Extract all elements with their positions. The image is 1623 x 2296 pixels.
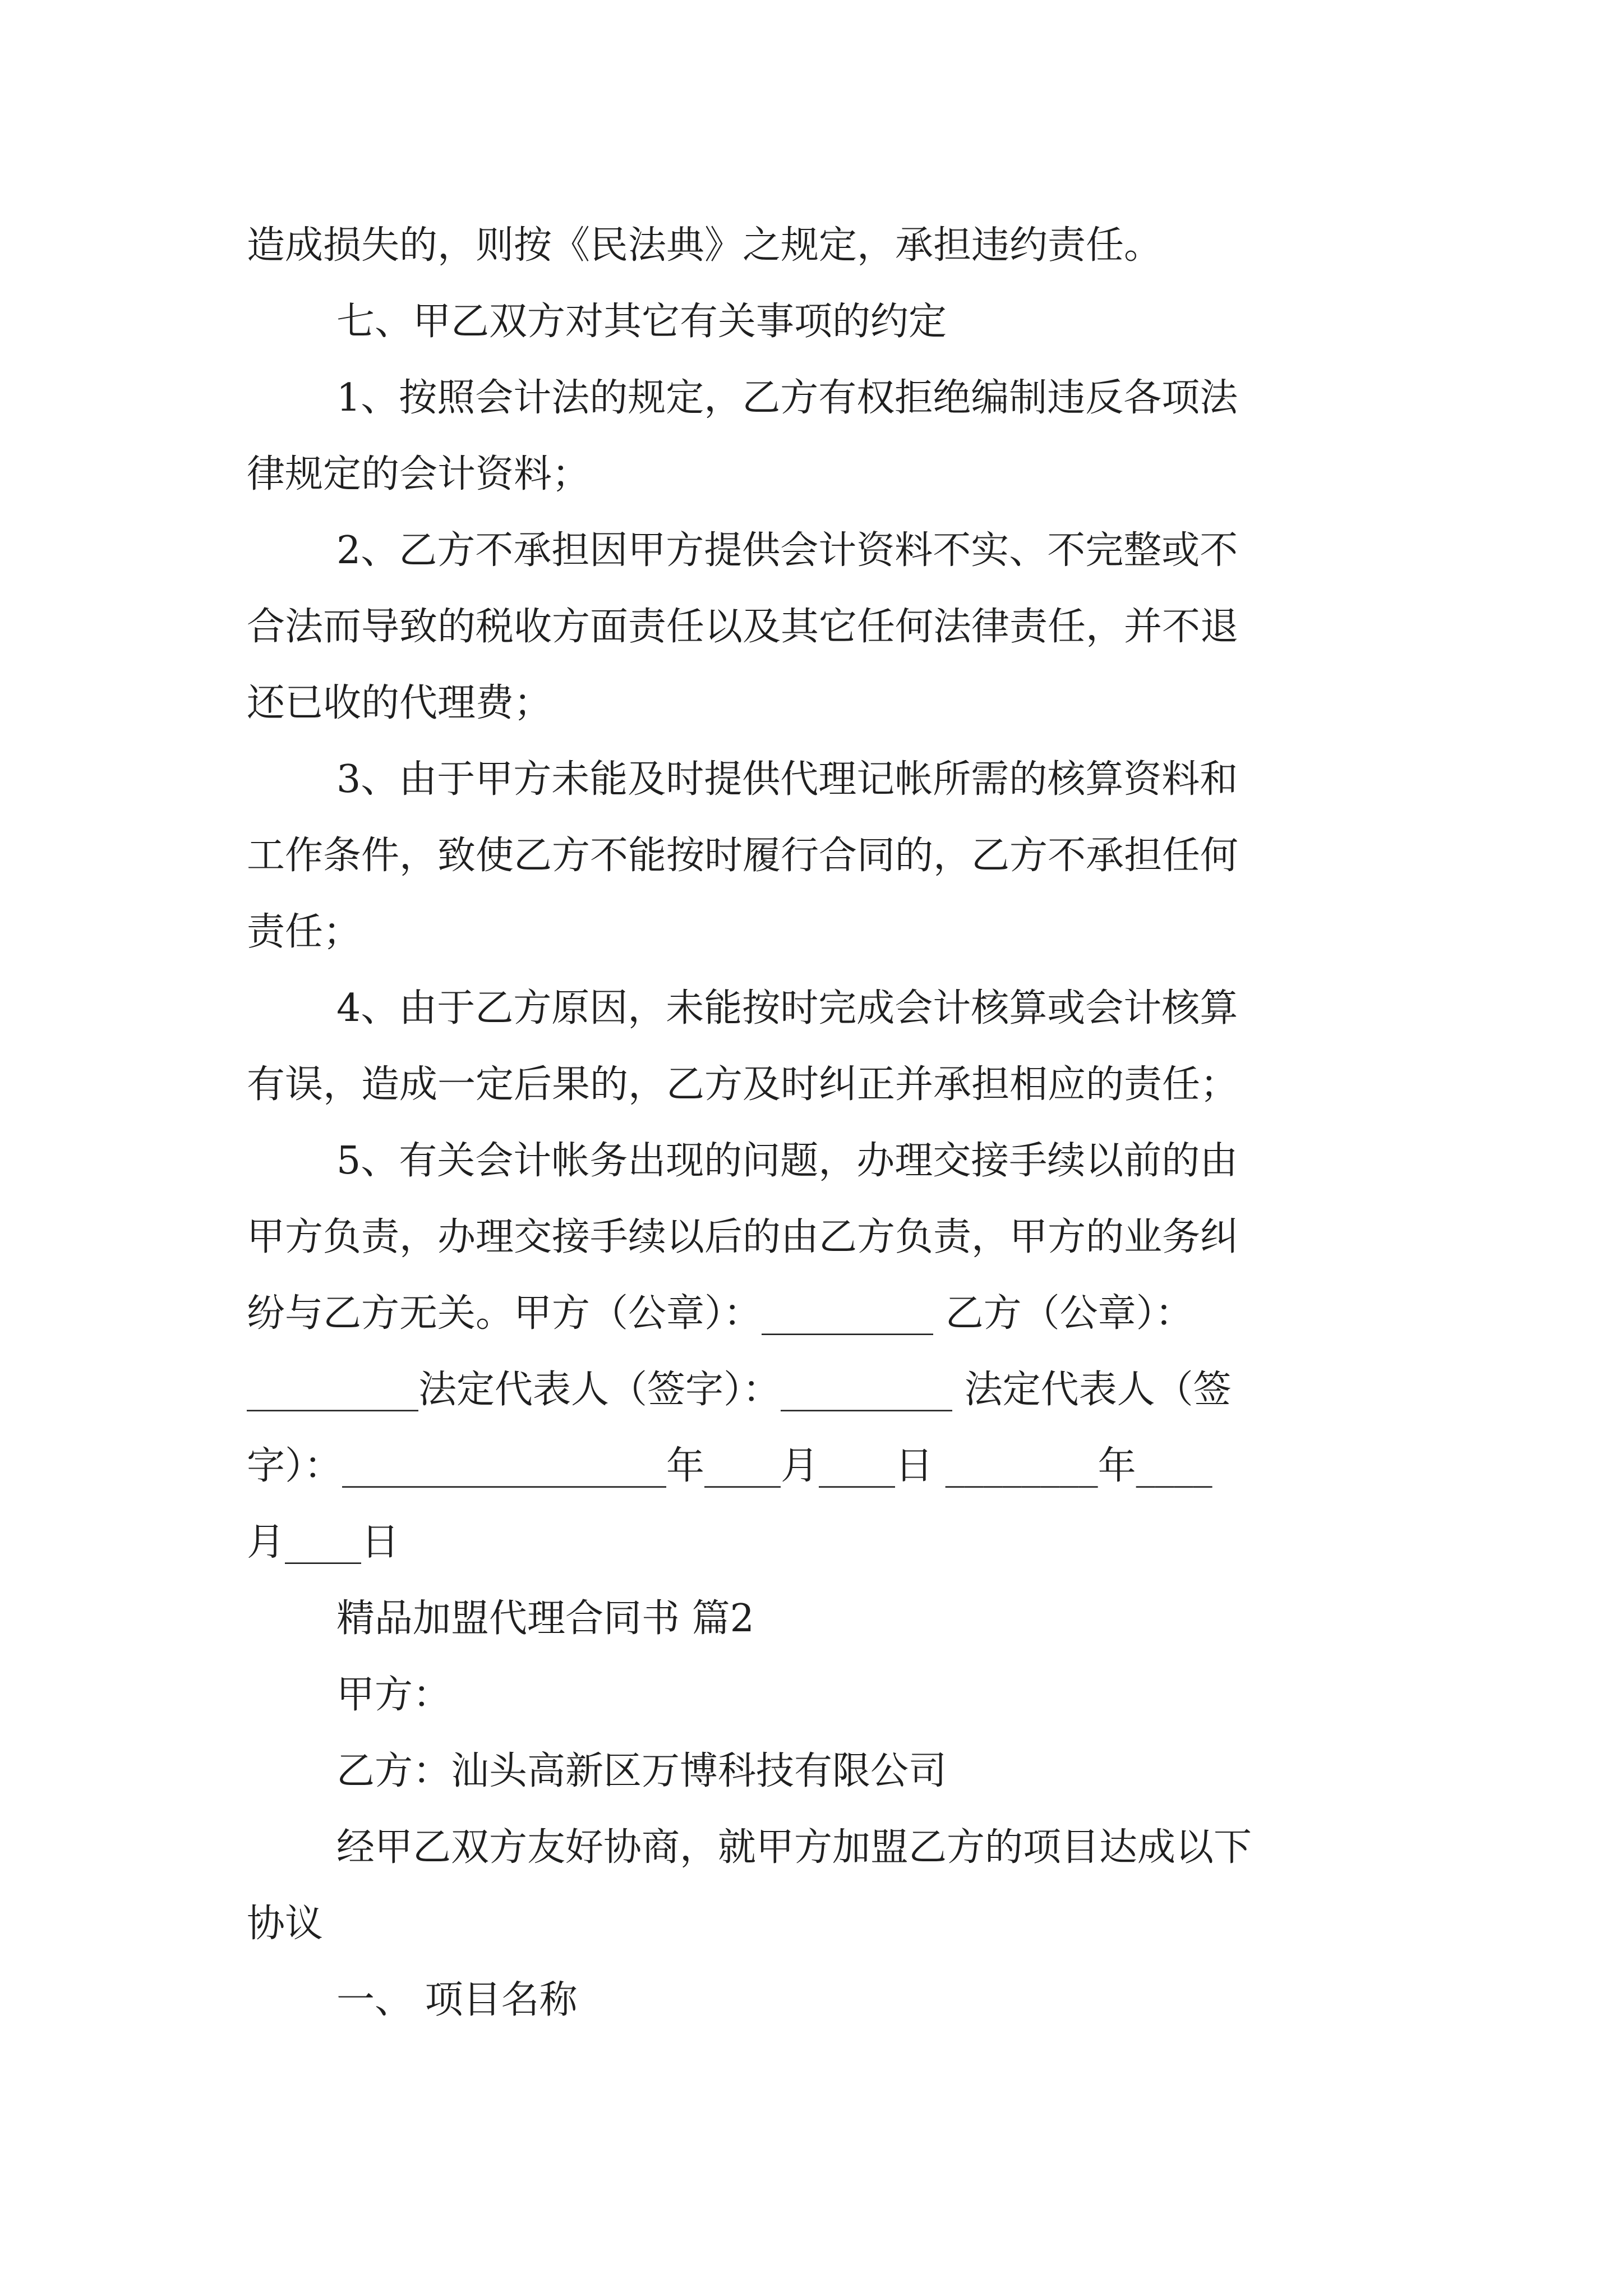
text-line-8: 3、由于甲方未能及时提供代理记帐所需的核算资料和 xyxy=(336,757,1238,802)
text-line-9: 工作条件，致使乙方不能按时履行合同的，乙方不承担任何 xyxy=(247,834,1239,878)
text-line-10: 责任； xyxy=(247,910,362,954)
signature-date-line-1: 字）：_________________年____月____日 ________年____ xyxy=(247,1444,1212,1488)
party-b-line: 乙方：汕头高新区万博科技有限公司 xyxy=(336,1749,947,1793)
text-line-6: 合法而导致的税收方面责任以及其它任何法律责任，并不退 xyxy=(247,605,1239,649)
agreement-intro-line-2: 协议 xyxy=(247,1902,324,1946)
text-line-14: 甲方负责，办理交接手续以后的由乙方负责，甲方的业务纠 xyxy=(247,1215,1239,1259)
signature-line-2: _________法定代表人（签字）：_________ 法定代表人（签 xyxy=(247,1368,1232,1412)
section-heading-project-name: 一、 项目名称 xyxy=(336,1978,578,2022)
text-line-5: 2、乙方不承担因甲方提供会计资料不实、不完整或不 xyxy=(336,528,1238,573)
party-a-line: 甲方： xyxy=(336,1673,451,1717)
section-heading-7: 七、甲乙双方对其它有关事项的约定 xyxy=(336,300,947,344)
section-title-part-2: 精品加盟代理合同书 篇2 xyxy=(336,1596,754,1641)
text-line-13: 5、有关会计帐务出现的问题，办理交接手续以前的由 xyxy=(336,1139,1238,1183)
text-line-11: 4、由于乙方原因，未能按时完成会计核算或会计核算 xyxy=(336,986,1238,1030)
signature-date-line-2: 月____日 xyxy=(247,1520,400,1565)
text-line-4: 律规定的会计资料； xyxy=(247,452,591,496)
agreement-intro-line-1: 经甲乙双方友好协商，就甲方加盟乙方的项目达成以下 xyxy=(336,1825,1252,1870)
text-line-7: 还已收的代理费； xyxy=(247,681,552,725)
signature-line-1: 纷与乙方无关。甲方（公章）：_________ 乙方（公章）： xyxy=(247,1291,1193,1336)
text-line-1: 造成损失的，则按《民法典》之规定，承担违约责任。 xyxy=(247,223,1163,268)
text-line-3: 1、按照会计法的规定，乙方有权拒绝编制违反各项法 xyxy=(336,376,1238,420)
text-line-12: 有误，造成一定后果的，乙方及时纠正并承担相应的责任； xyxy=(247,1062,1239,1107)
